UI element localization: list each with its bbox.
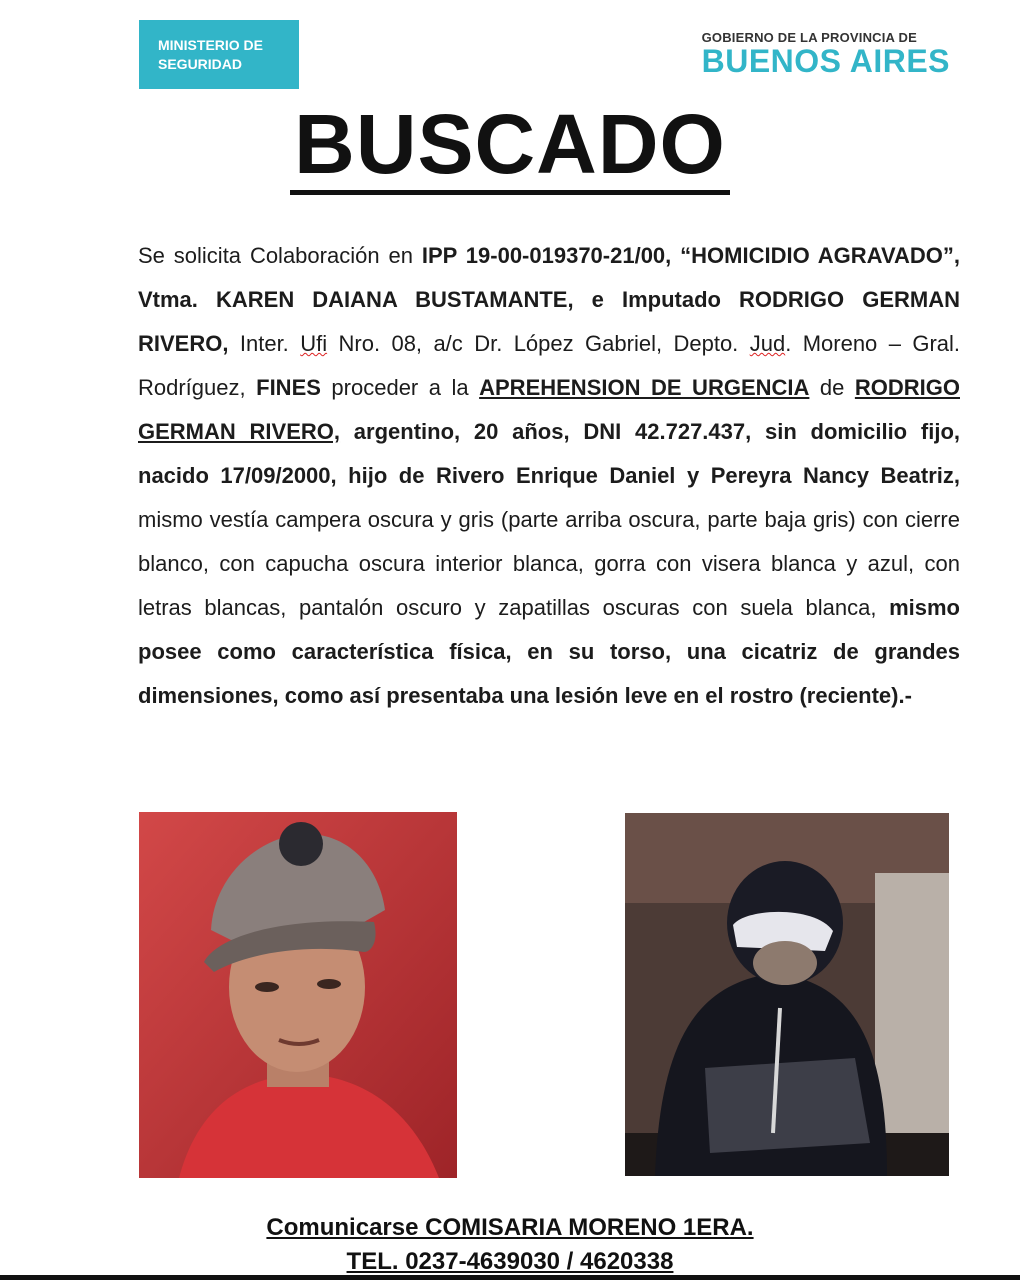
suspect-photo-image — [139, 812, 457, 1178]
body-s15: mismo posee como característica física, en su torso, una cicatriz de grandes dimensiones, como así presentaba una lesión leve en el rostro (reciente).- — [138, 595, 960, 708]
contact-line — [0, 1214, 1020, 1242]
contact-line-text: Comunicarse COMISARIA MORENO 1ERA. — [266, 1214, 754, 1241]
ministry-logo-line1: MINISTERIO DE — [158, 37, 264, 53]
body-s12: RODRIGO GERMAN RIVERO, — [138, 375, 960, 444]
body-s4: Ufi — [300, 331, 328, 356]
body-s10: APREHENSION DE URGENCIA — [479, 375, 810, 400]
ministry-logo-line2: SEGURIDAD — [158, 56, 243, 72]
page-title-text: BUSCADO — [290, 100, 730, 195]
body-s3: Inter. — [228, 331, 301, 356]
phone-line — [0, 1248, 1020, 1276]
body-s6: Jud — [749, 331, 786, 356]
surveillance-photo-image — [625, 813, 949, 1176]
body-s14: mismo vestía campera oscura y gris (parte arriba oscura, parte baja gris) con cierre blanco, con capucha oscura interior blanca, gorra con visera blanca y azul, con letras blancas, pantalón oscuro y zapatillas oscuras con suela blanca, — [138, 507, 960, 620]
phone-line-text: TEL. 0237-4639030 / 4620338 — [346, 1248, 674, 1275]
body-s8: FINES — [256, 375, 321, 400]
body-s7: . Moreno – Gral. Rodríguez, — [138, 331, 961, 400]
government-logo-top: GOBIERNO DE LA PROVINCIA DE — [701, 30, 917, 45]
body-s13: argentino, 20 años, DNI 42.727.437, sin domicilio fijo, nacido 17/09/2000, hijo de Rivero Enrique Daniel y Pereyra Nancy Beatriz, — [138, 419, 960, 488]
notice-body — [138, 234, 960, 718]
page-title — [0, 97, 1020, 195]
body-s2: IPP 19-00-019370-21/00, “HOMICIDIO AGRAVADO”, Vtma. KAREN DAIANA BUSTAMANTE, e Imputado RODRIGO GERMAN RIVERO, — [138, 243, 960, 356]
government-logo — [702, 30, 950, 77]
bottom-border — [0, 1275, 1020, 1280]
body-s9: proceder a la — [320, 375, 480, 400]
body-s5: Nro. 08, a/c Dr. López Gabriel, Depto. — [327, 331, 750, 356]
body-s1: Se solicita Colaboración en — [138, 243, 422, 268]
government-logo-main: BUENOS AIRES — [701, 43, 950, 79]
suspect-photo — [139, 812, 457, 1178]
body-s11: de — [809, 375, 855, 400]
surveillance-photo — [625, 813, 949, 1176]
ministry-logo — [139, 20, 299, 89]
